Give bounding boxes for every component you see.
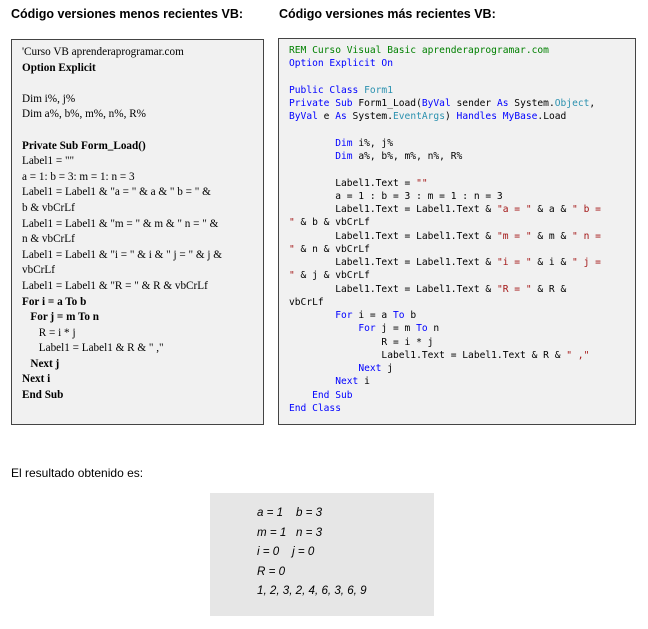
code-token: " b = [572,204,601,215]
code-token: i = a [352,310,393,321]
new-code-line [289,296,635,309]
code-token: & a & [531,204,573,215]
code-token: EventArgs [393,111,445,123]
code-token: vbCrLf [289,296,324,308]
code-token: & b & vbCrLf [294,217,370,229]
code-token: ByVal [289,111,318,123]
result-box [210,493,434,616]
new-code-line [289,389,635,402]
new-code-line [289,177,635,190]
code-token: " n = [572,230,601,242]
code-token: Label1.Text = Label1.Text & [289,204,497,215]
code-token: "m = " [496,230,532,242]
old-code-line: End Sub [22,389,64,402]
code-token: ) [444,111,457,123]
old-code-line: Private Sub Form_Load() [22,139,146,152]
code-token: Label1.Text = [289,177,417,189]
code-token [289,376,335,387]
code-token: e [317,111,336,123]
code-token: " [289,270,295,282]
code-token: For [335,310,353,321]
code-token: End Class [289,402,341,414]
old-code-line [22,76,263,92]
code-token: R = i * j [289,336,434,348]
new-code-line [289,57,635,70]
code-token [289,323,358,334]
old-code-line [22,123,263,139]
old-code-line: R = i * j [22,326,76,339]
old-code-line: Dim i%, j% [22,92,76,105]
code-token: System. [508,98,555,109]
new-code-line [289,163,635,176]
code-token: & R & [531,283,567,295]
code-token: "a = " [496,204,532,215]
code-token: Handles [456,111,497,123]
old-code-line: Option Explicit [22,61,96,74]
result-line: i = 0 j = 0 [257,545,315,558]
code-token: " j = [572,257,601,268]
code-token [289,390,312,401]
code-token: REM Curso Visual Basic aprenderaprogramar.com [289,45,549,56]
code-token: End Sub [312,389,353,401]
new-code-line [289,84,635,97]
new-code-line [289,309,635,322]
code-token: Dim [335,137,353,149]
new-code-line [289,71,635,84]
code-token: b [404,310,417,321]
code-token: & m & [531,230,573,242]
code-token [289,151,335,162]
old-code-line: For j = m To n [22,311,100,324]
code-token: "R = " [496,283,532,295]
new-code-line [289,110,635,123]
code-token: a%, b%, m%, n%, R% [352,151,463,162]
new-code-line [289,283,635,296]
code-token: Form1_Load( [358,98,422,109]
code-token: j = m [375,323,417,335]
old-code-line: 'Curso VB aprenderaprogramar.com [22,46,184,58]
code-token: Option Explicit On [289,58,393,70]
code-token: ByVal [421,98,451,109]
old-code-line: n & vbCrLf [22,233,75,246]
code-token: "i = " [496,257,532,268]
new-code-line [289,336,635,349]
code-token: "" [416,177,428,189]
code-token: System. [346,111,393,123]
code-token: Label1.Text = Label1.Text & [289,257,497,268]
new-code-line [289,362,635,375]
code-token: Private Sub [289,98,359,109]
old-code-line: Next j [22,357,60,370]
code-token [289,138,335,149]
code-token [289,310,335,321]
old-code-line: Label1 = Label1 & "i = " & i & " j = " & j & [22,248,223,261]
new-code-line [289,375,635,388]
old-code-line: Label1 = Label1 & "R = " & R & vbCrLf [22,279,208,292]
new-versions-heading: Código versiones más recientes VB: [279,7,496,21]
code-token: Public Class [289,84,365,96]
code-token: n [427,323,440,335]
result-line: a = 1 b = 3 [257,506,323,519]
new-code-line [289,150,635,163]
code-token: Next [358,363,382,374]
old-code-line: b & vbCrLf [22,201,75,214]
old-versions-heading: Código versiones menos recientes VB: [11,7,244,21]
new-code-line [289,256,635,269]
new-code-line [289,44,635,57]
new-code-line [289,190,635,203]
code-token: & j & vbCrLf [294,270,370,282]
new-code-line [289,203,635,216]
new-code-line [289,137,635,150]
code-token: To [392,310,405,321]
new-code-line [289,97,635,110]
result-line: R = 0 [257,564,286,578]
old-code-line: Label1 = Label1 & R & " ," [22,342,164,355]
new-code-line [289,243,635,256]
old-code-line: vbCrLf [22,264,55,277]
code-token: & i & [531,257,573,268]
result-label: El resultado obtenido es: [11,466,144,480]
new-code-line [289,230,635,243]
code-token: Next [335,376,359,388]
code-token: i%, j% [352,137,393,149]
code-token: .Load [537,111,567,123]
code-token: Label1.Text = Label1.Text & R & [289,349,567,361]
result-line: 1, 2, 3, 2, 4, 6, 3, 6, 9 [257,584,367,597]
old-code-line: Label1 = Label1 & "a = " & a & " b = " & [22,186,211,199]
code-token: Form1 [364,84,393,96]
code-token: For [358,323,376,335]
code-token: Label1.Text = Label1.Text & [289,283,497,295]
old-code-line: Dim a%, b%, m%, n%, R% [22,108,146,121]
code-token: " [289,243,295,255]
new-code-line [289,124,635,137]
old-code-box [11,39,264,425]
code-token: sender [450,98,497,109]
code-token: " ," [566,349,590,361]
result-line: m = 1 n = 3 [257,525,323,539]
old-code-line: For i = a To b [22,295,87,308]
code-token: Dim [335,151,353,162]
old-code-line: Label1 = Label1 & "m = " & m & " n = " & [22,217,219,230]
new-code-line [289,216,635,229]
new-code-line [289,322,635,335]
code-token: As [335,111,347,123]
code-token: & n & vbCrLf [294,243,370,255]
code-token [289,363,358,374]
code-token: Label1.Text = Label1.Text & [289,230,497,242]
old-code-line: a = 1: b = 3: m = 1: n = 3 [22,170,135,183]
code-token: As [496,98,509,109]
code-token: To [416,323,428,335]
code-token: Object [554,98,590,109]
code-token: " [289,217,295,229]
code-token: a = 1 : b = 3 : m = 1 : n = 3 [289,190,503,202]
new-code-line [289,269,635,282]
new-code-line [289,349,635,362]
new-code-line [289,402,635,415]
old-code-line: Next i [22,373,51,386]
code-token: j [381,363,393,374]
old-code-line: Label1 = "" [22,155,75,168]
code-token: , [589,98,596,109]
code-token: i [358,376,370,388]
new-code-box [278,38,636,425]
code-token: MyBase [502,111,538,123]
